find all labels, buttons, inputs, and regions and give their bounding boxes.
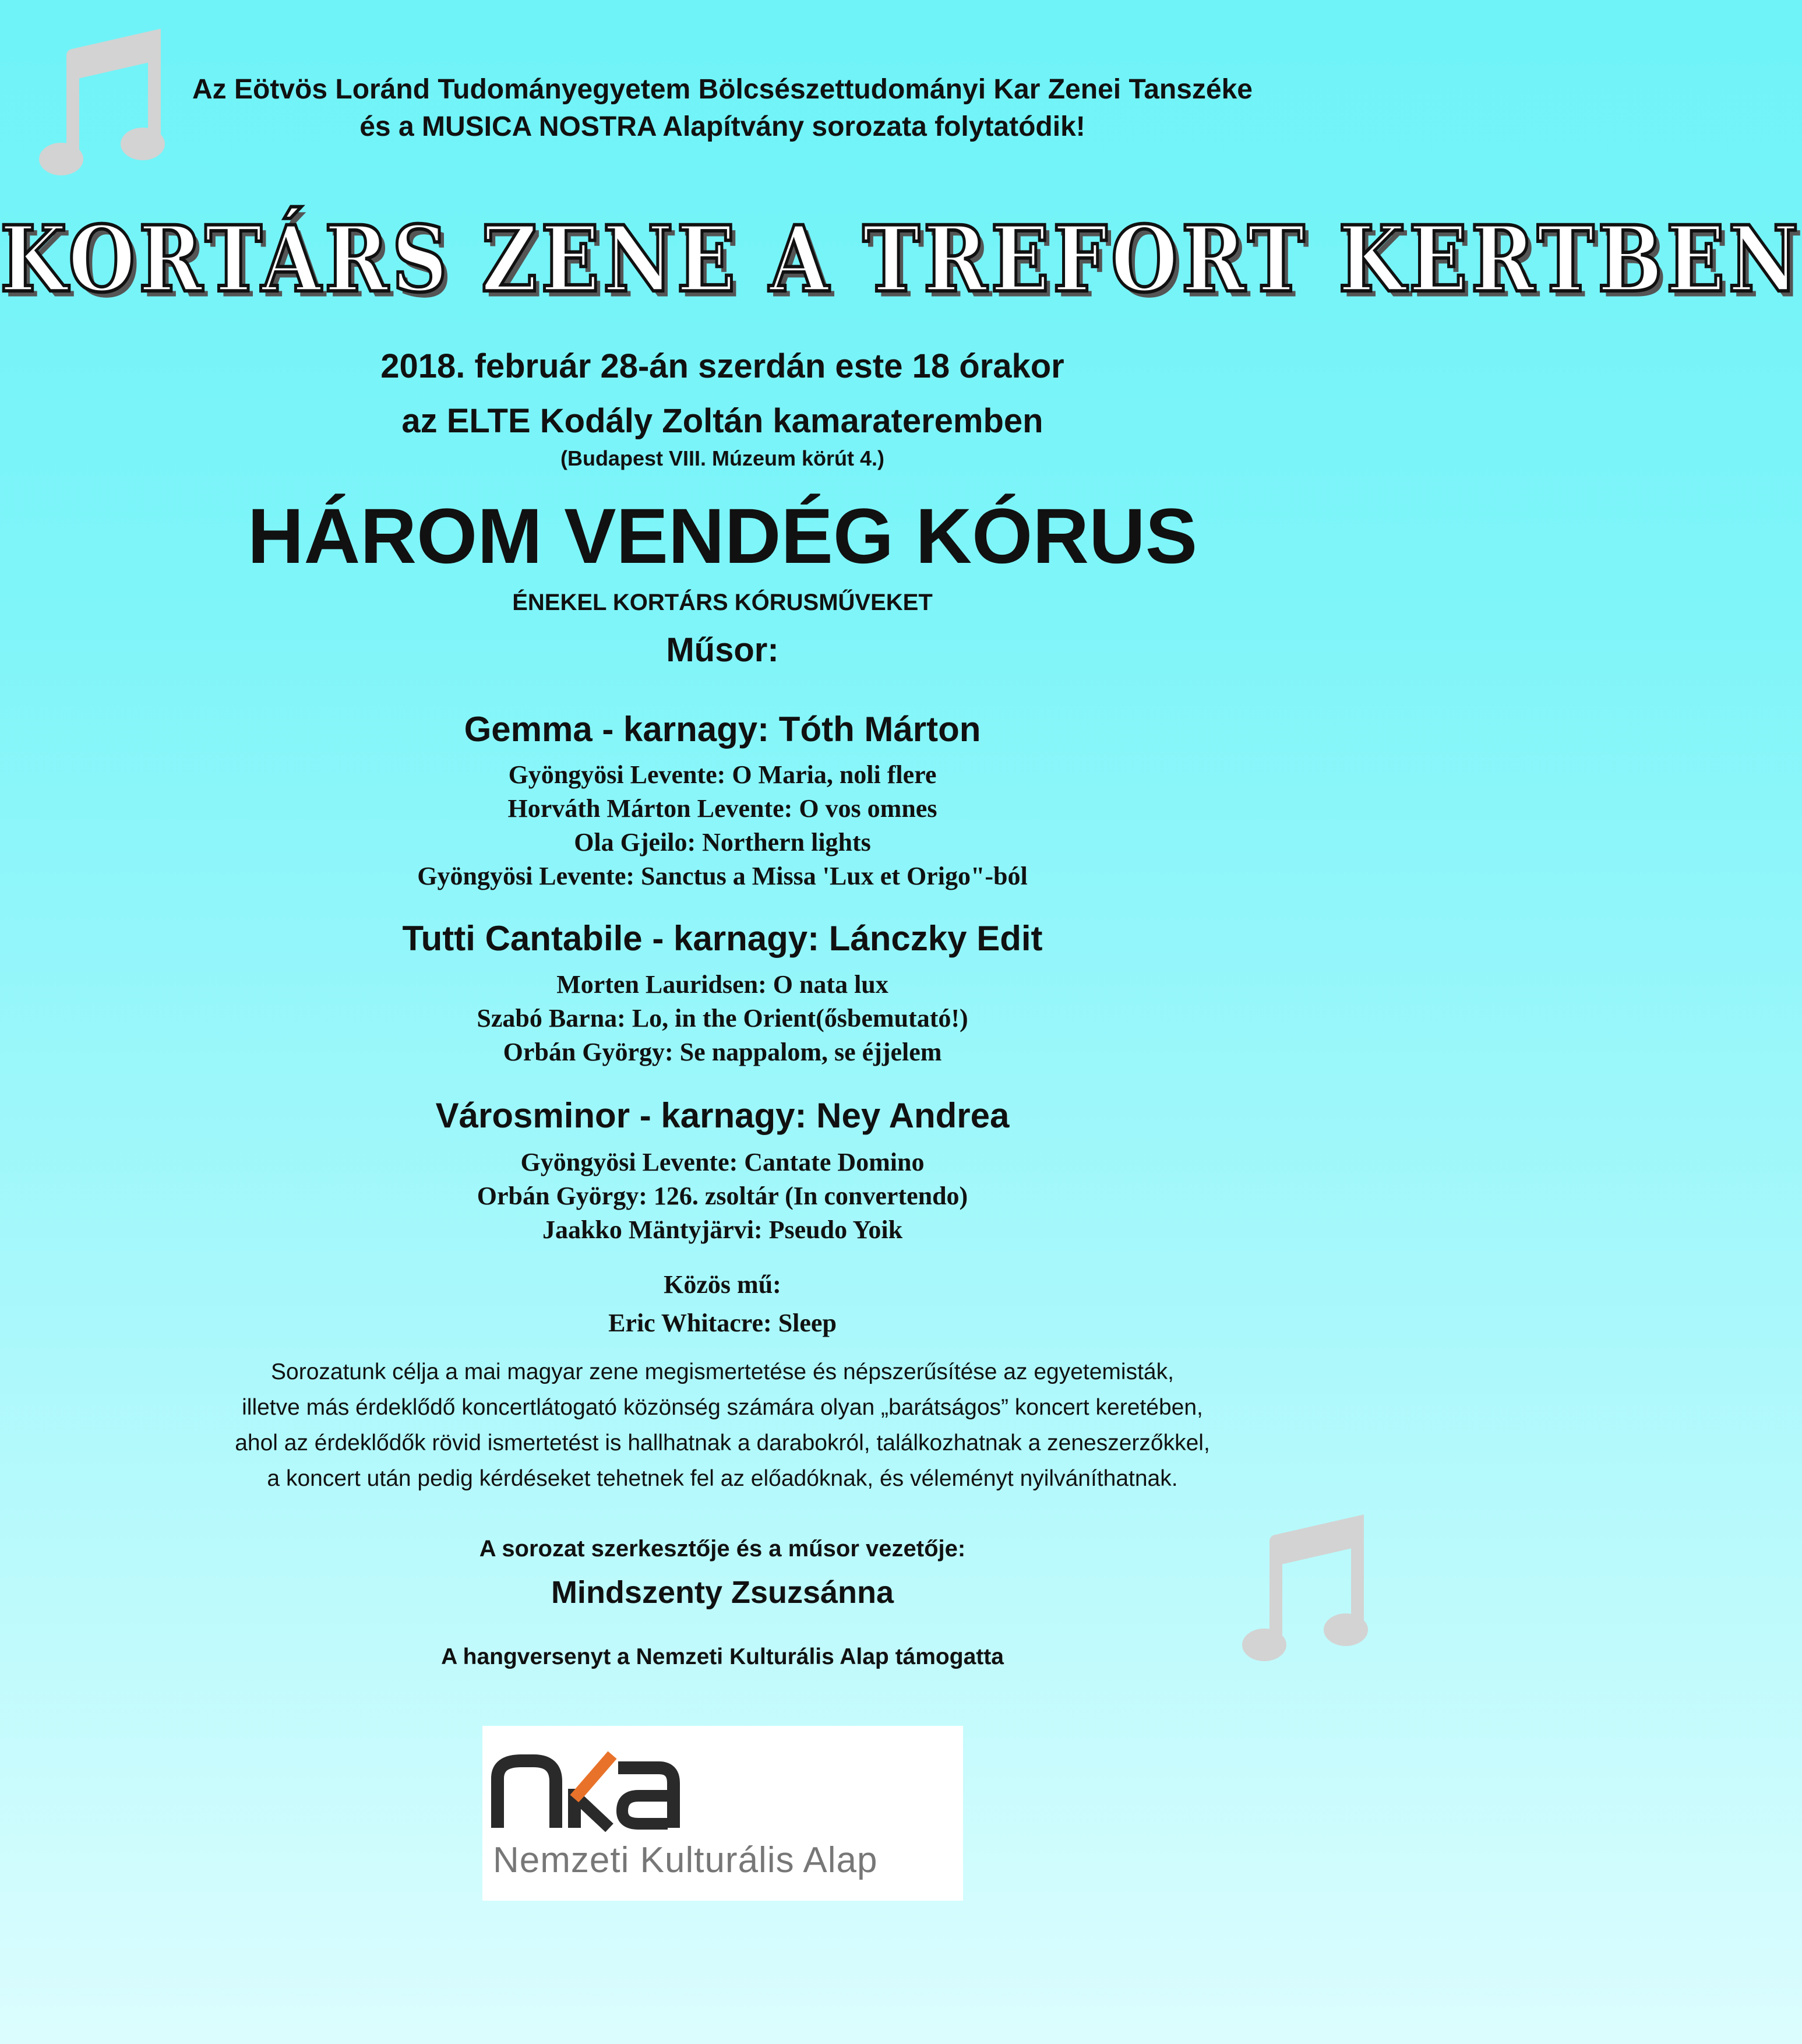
- nka-logo: [482, 1726, 963, 1901]
- event-venue: az ELTE Kodály Zoltán kamarateremben: [401, 402, 1043, 440]
- description-line: Sorozatunk célja a mai magyar zene megismertetése és népszerűsítése az egyetemisták,: [271, 1359, 1174, 1384]
- choir-heading: Tutti Cantabile - karnagy: Lánczky Edit: [402, 919, 1043, 958]
- intro-text: [0, 71, 1445, 146]
- event-info: [0, 339, 1445, 449]
- works-list: [0, 1146, 1445, 1247]
- work-item: Gyöngyösi Levente: Sanctus a Missa 'Lux et Origo"-ból: [417, 862, 1028, 890]
- joint-label: Közös mű:: [664, 1270, 781, 1299]
- description-line: ahol az érdeklődők rövid ismertetést is hallhatnak a darabokról, találkozhatnak a zeneszerzőkkel,: [235, 1430, 1210, 1456]
- intro-line: és a MUSICA NOSTRA Alapítvány sorozata folytatódik!: [359, 111, 1085, 142]
- work-item: Gyöngyösi Levente: O Maria, noli flere: [508, 760, 937, 789]
- nka-logo-mark: [493, 1749, 685, 1834]
- description-line: a koncert után pedig kérdéseket tehetnek fel az előadóknak, és véleményt nyilváníthatnak.: [267, 1466, 1178, 1491]
- editor-label: A sorozat szerkesztője és a műsor vezetője:: [479, 1536, 966, 1562]
- support-text: A hangversenyt a Nemzeti Kulturális Alap támogatta: [441, 1644, 1004, 1669]
- work-item: Morten Lauridsen: O nata lux: [556, 970, 888, 999]
- joint-work: [0, 1268, 1445, 1340]
- choir-heading: Városminor - karnagy: Ney Andrea: [435, 1096, 1010, 1135]
- work-item: Jaakko Mäntyjärvi: Pseudo Yoik: [542, 1215, 903, 1244]
- work-item: Orbán György: 126. zsoltár (In convertendo): [477, 1182, 968, 1210]
- joint-item: Eric Whitacre: Sleep: [608, 1309, 837, 1337]
- editor-name: Mindszenty Zsuzsánna: [551, 1575, 894, 1610]
- subtitle: ÉNEKEL KORTÁRS KÓRUSMŰVEKET: [512, 590, 933, 615]
- program-label: Műsor:: [666, 631, 779, 669]
- description-line: illetve más érdeklődő koncertlátogató közönség számára olyan „barátságos” koncert keretében,: [242, 1395, 1203, 1420]
- work-item: Horváth Márton Levente: O vos omnes: [507, 794, 937, 823]
- event-datetime: 2018. február 28-án szerdán este 18 órakor: [380, 347, 1064, 385]
- description: [0, 1354, 1445, 1496]
- work-item: Ola Gjeilo: Northern lights: [574, 828, 871, 857]
- choir-heading: Gemma - karnagy: Tóth Márton: [464, 710, 981, 749]
- nka-logo-text: Nemzeti Kulturális Alap: [493, 1840, 878, 1880]
- works-list: [0, 968, 1445, 1069]
- series-title: KORTÁRS ZENE A TREFORT KERTBEN: [0, 206, 1802, 313]
- main-title: HÁROM VENDÉG KÓRUS: [247, 493, 1198, 580]
- event-address: (Budapest VIII. Múzeum körút 4.): [560, 446, 885, 470]
- work-item: Orbán György: Se nappalom, se éjjelem: [503, 1038, 942, 1066]
- intro-line: Az Eötvös Loránd Tudományegyetem Bölcsészettudományi Kar Zenei Tanszéke: [192, 74, 1253, 105]
- work-item: Szabó Barna: Lo, in the Orient(ősbemutató!): [477, 1004, 968, 1032]
- works-list: [0, 758, 1445, 893]
- work-item: Gyöngyösi Levente: Cantate Domino: [520, 1148, 925, 1176]
